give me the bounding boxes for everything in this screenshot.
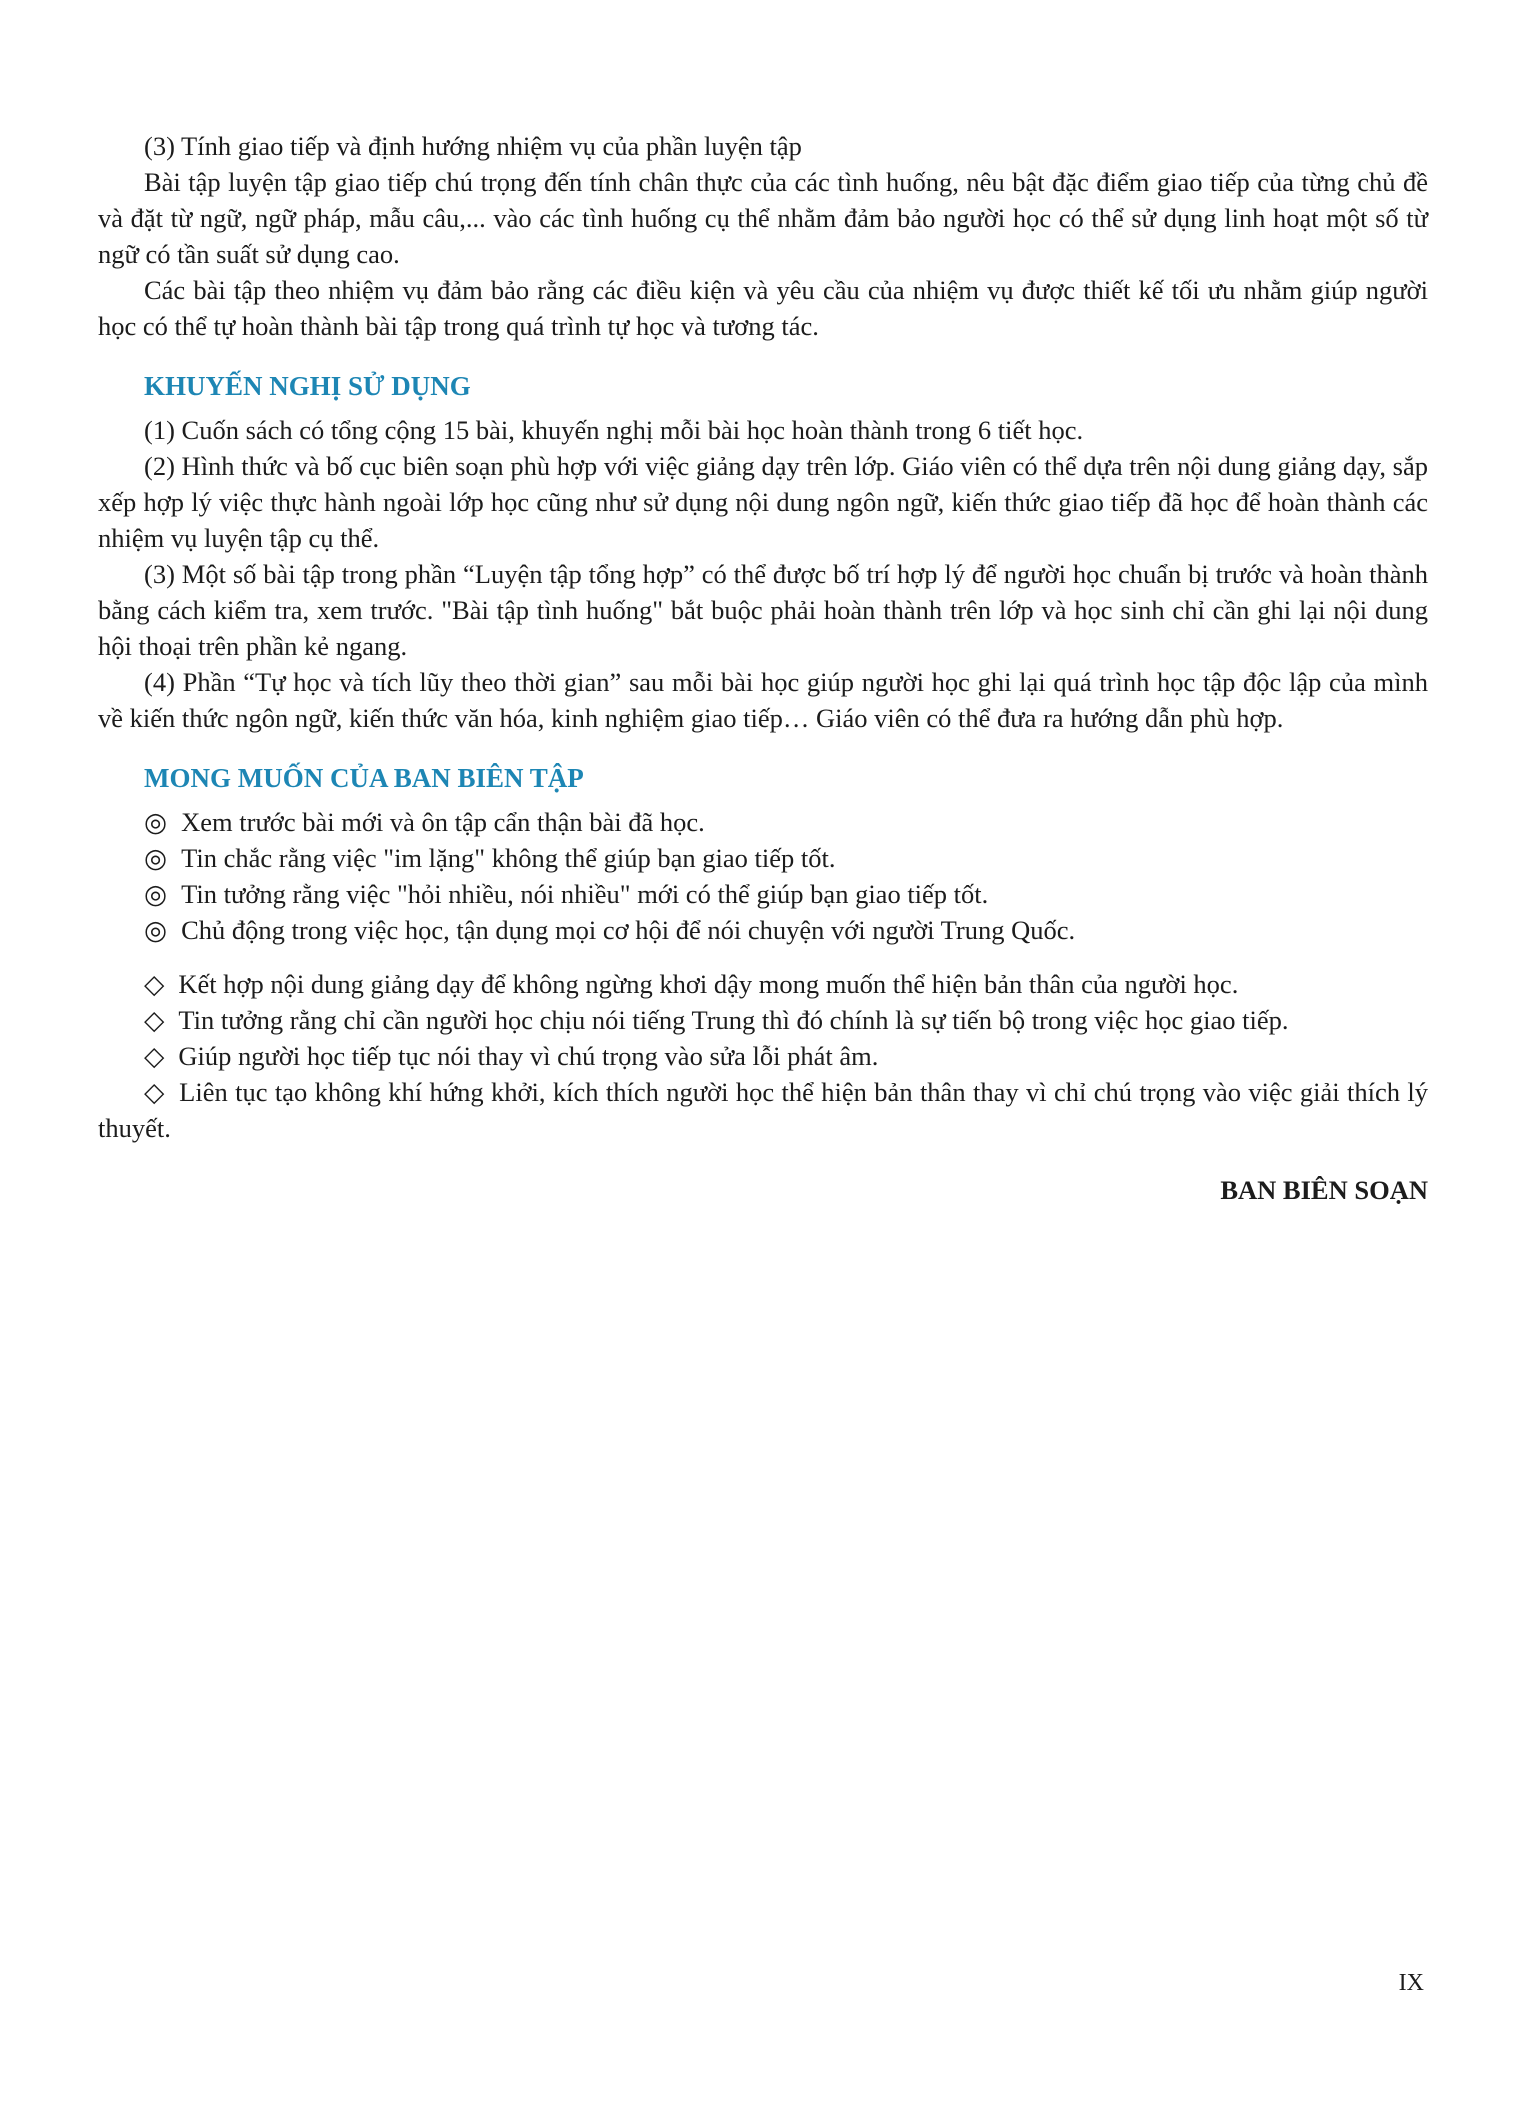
page-number: IX (1398, 1970, 1424, 1996)
list-item-text: Kết hợp nội dung giảng dạy để không ngừng khơi dậy mong muốn thể hiện bản thân của người học. (178, 969, 1239, 999)
intro-paragraph: (3) Tính giao tiếp và định hướng nhiệm vụ của phần luyện tập (144, 131, 802, 161)
circle-bullet-list (98, 804, 1428, 948)
usage-paragraph: (1) Cuốn sách có tổng cộng 15 bài, khuyến nghị mỗi bài học hoàn thành trong 6 tiết học. (144, 415, 1084, 445)
editorial-board-signature: BAN BIÊN SOẠN (1220, 1175, 1428, 1205)
list-item (98, 1074, 1428, 1146)
list-item (98, 1002, 1428, 1038)
diamond-bullet-icon: ◇ (144, 969, 165, 999)
list-item-text: Giúp người học tiếp tục nói thay vì chú trọng vào sửa lỗi phát âm. (178, 1041, 879, 1071)
circle-bullet-icon: ◎ (144, 915, 168, 945)
list-item (98, 804, 1428, 840)
list-item-text: Tin tưởng rằng chỉ cần người học chịu nói tiếng Trung thì đó chính là sự tiến bộ trong việc học giao tiếp. (178, 1005, 1289, 1035)
list-item (98, 840, 1428, 876)
list-item (98, 876, 1428, 912)
section-heading-usage: KHUYẾN NGHỊ SỬ DỤNG (144, 371, 471, 401)
section-heading-wishes: MONG MUỐN CỦA BAN BIÊN TẬP (144, 763, 584, 793)
list-item (98, 1038, 1428, 1074)
list-item-text: Liên tục tạo không khí hứng khởi, kích thích người học thể hiện bản thân thay vì chỉ chú trọng vào việc giải thích lý thuyết. (98, 1077, 1428, 1143)
circle-bullet-icon: ◎ (144, 843, 168, 873)
diamond-bullet-icon: ◇ (144, 1041, 165, 1071)
diamond-bullet-icon: ◇ (144, 1005, 165, 1035)
list-item-text: Chủ động trong việc học, tận dụng mọi cơ hội để nói chuyện với người Trung Quốc. (181, 915, 1076, 945)
list-item-text: Tin tưởng rằng việc "hỏi nhiều, nói nhiều" mới có thể giúp bạn giao tiếp tốt. (181, 879, 989, 909)
list-item (98, 912, 1428, 948)
diamond-bullet-list (98, 966, 1428, 1146)
usage-paragraph: (4) Phần “Tự học và tích lũy theo thời gian” sau mỗi bài học giúp người học ghi lại quá trình học tập độc lập của mình về kiến thức ngôn ngữ, kiến thức văn hóa, kinh nghiệm giao tiếp… Giáo viên có thể đưa ra hướng dẫn phù hợp. (98, 667, 1428, 733)
intro-paragraph: Các bài tập theo nhiệm vụ đảm bảo rằng các điều kiện và yêu cầu của nhiệm vụ được thiết kế tối ưu nhằm giúp người học có thể tự hoàn thành bài tập trong quá trình tự học và tương tác. (98, 275, 1428, 341)
diamond-bullet-icon: ◇ (144, 1077, 166, 1107)
list-item (98, 966, 1428, 1002)
intro-paragraph: Bài tập luyện tập giao tiếp chú trọng đến tính chân thực của các tình huống, nêu bật đặc điểm giao tiếp của từng chủ đề và đặt từ ngữ, ngữ pháp, mẫu câu,... vào các tình huống cụ thể nhằm đảm bảo người học có thể sử dụng linh hoạt một số từ ngữ có tần suất sử dụng cao. (98, 167, 1428, 269)
list-item-text: Tin chắc rằng việc "im lặng" không thể giúp bạn giao tiếp tốt. (181, 843, 836, 873)
usage-paragraph: (2) Hình thức và bố cục biên soạn phù hợp với việc giảng dạy trên lớp. Giáo viên có thể dựa trên nội dung giảng dạy, sắp xếp hợp lý việc thực hành ngoài lớp học cũng như sử dụng nội dung ngôn ngữ, kiến thức giao tiếp đã học để hoàn thành các nhiệm vụ luyện tập cụ thể. (98, 451, 1428, 553)
circle-bullet-icon: ◎ (144, 807, 168, 837)
circle-bullet-icon: ◎ (144, 879, 168, 909)
list-item-text: Xem trước bài mới và ôn tập cẩn thận bài đã học. (181, 807, 705, 837)
usage-paragraph: (3) Một số bài tập trong phần “Luyện tập tổng hợp” có thể được bố trí hợp lý để người học chuẩn bị trước và hoàn thành bằng cách kiểm tra, xem trước. "Bài tập tình huống" bắt buộc phải hoàn thành trên lớp và học sinh chỉ cần ghi lại nội dung hội thoại trên phần kẻ ngang. (98, 559, 1428, 661)
